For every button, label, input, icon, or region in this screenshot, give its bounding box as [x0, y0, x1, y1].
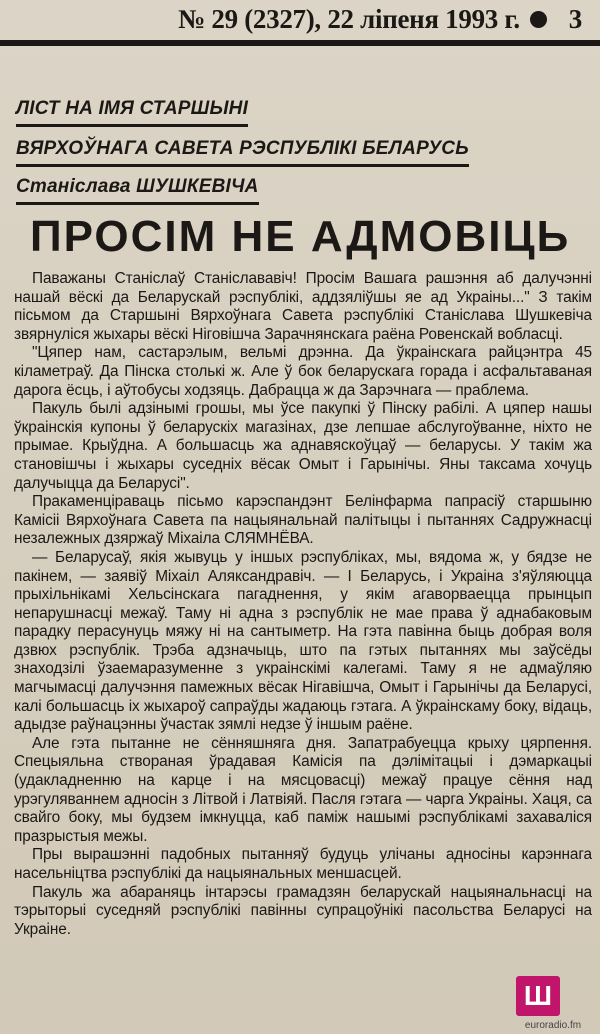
- addressee-name: Станіслава: [16, 176, 131, 197]
- addressee-surname: ШУШКЕВІЧА: [136, 176, 259, 197]
- paragraph: Пакуль жа абараняць інтарэсы грамадзян беларускай нацыянальнасці на тэрыторыі суседняй рэспублікі павінны супрацоўнікі пасольства Беларусі на Украіне.: [14, 883, 592, 938]
- page-header: [18, 0, 590, 38]
- header-rule: [0, 40, 600, 46]
- paragraph: Але гэта пытанне не сённяшняга дня. Запатрабуецца крыху цярпення. Спецыяльна створаная ўрадавая Камісія па дэлімітацыі і дэмаркацыі (удакладненню на карце і на мясцовасці) межаў працуе сёння над урэгуляваннем адносін з Літвой і Латвіяй. Пасля гэтага — чарга Украіны. Хаця, са свайго боку, мы будзем імкнуцца, каб паміж нашымі рэспублікамі захавалiся празрыстыя межы.: [14, 734, 592, 845]
- kicker-line-3: [16, 176, 259, 205]
- paragraph: Паважаны Станіслаў Станіслававіч! Просім Вашага рашэння аб далучэнні нашай вёскі да Беларускай рэспублікі, аддзяліўшы яе ад Украіны..." З такім пісьмом да Старшыні Вярхоўнага Савета рэспублікі Станіслава Шушкевіча звярнуліся жыхары вёскі Ніговішча Зарачнянскага раёна Ровенскай вобласці.: [14, 270, 592, 343]
- paragraph: Пракаменціраваць пісьмо карэспандэнт Белінфарма папрасіў старшыню Камісіі Вярхоўнага Савета па нацыянальнай палітыцы і пытаннях Садружнасці незалежных дзяржаў Міхаіла СЛЯМНЁВА.: [14, 493, 592, 548]
- kicker-line-1: ЛІСТ НА ІМЯ СТАРШЫНІ: [16, 98, 248, 127]
- issue-info: № 29 (2327), 22 ліпеня 1993 г.: [178, 3, 520, 34]
- bullet-dot-icon: [530, 11, 547, 28]
- kicker-line-2: ВЯРХОЎНАГА САВЕТА РЭСПУБЛІКІ БЕЛАРУСЬ: [16, 138, 469, 167]
- page-number: 3: [568, 3, 582, 34]
- paragraph: Пры вырашэнні падобных пытанняў будуць улічаны адносіны карэннага насельніцтва рэспублікі да нацыянальных меншасцей.: [14, 846, 592, 882]
- euroradio-logo-icon: Ш: [516, 976, 560, 1016]
- watermark-text: euroradio.fm: [524, 1020, 582, 1031]
- article-body: [14, 270, 592, 939]
- paragraph: — Беларусаў, якія жывуць у іншых рэспубліках, мы, вядома ж, у бядзе не пакінем, — заявіў Міхаіл Аляксандравіч. — І Беларусь, і Украіна з'яўляюцца прыхільнікамі Хельсінскага пагаднення, у якім агаворваецца прынцып непарушнасці межаў. Таму ні адна з рэспублік не мае права ў аднабаковым парадку перасунуць мяжу ні на сантыметр. На гэта павінна быць добрая воля дзвюх рэспублік. Трэба адзначыць, што па гэтых пытаннях мы заўсёды знаходзілі ўзаемаразуменне з украінскімі калегамі. Таму я не адмаўляю магчымасці далучэння памежных вёсак Нігавішча, Омыт і Гарынічы да Беларусі, калі большасць іх жыхароў сапраўды жадаюць гэтага. А ўкраінскаму боку, відаць, адыдзе раўнацэнны ўчастак зямлі недзе ў іншым раёне.: [14, 548, 592, 734]
- paragraph: "Цяпер нам, састарэлым, вельмі дрэнна. Да ўкраінскага райцэнтра 45 кіламетраў. Да Пінска столькі ж. Але ў бок беларускага горада і асфальтаваная дарога ёсць, і аўтобусы ходзяць. Дабрацца ж да Зарэчнага — праблема.: [14, 344, 592, 399]
- headline: ПРОСІМ НЕ АДМОВІЦЬ: [30, 212, 571, 261]
- watermark-logo: [508, 976, 598, 1034]
- paragraph: Пакуль былі адзінымі грошы, мы ўсе пакупкі ў Пінску рабілі. А цяпер нашы ўкраінскія купоны ў беларускіх магазінах, дзе лепшае абслугоўванне, ніхто не прымае. Крыўдна. А большасць жа аднавяскоўцаў — беларусы. У такім жа становішчы і жыхары суседніх вёсак Омыт і Гарынічы. Яны таксама хочуць далучыцца да Беларусі".: [14, 400, 592, 492]
